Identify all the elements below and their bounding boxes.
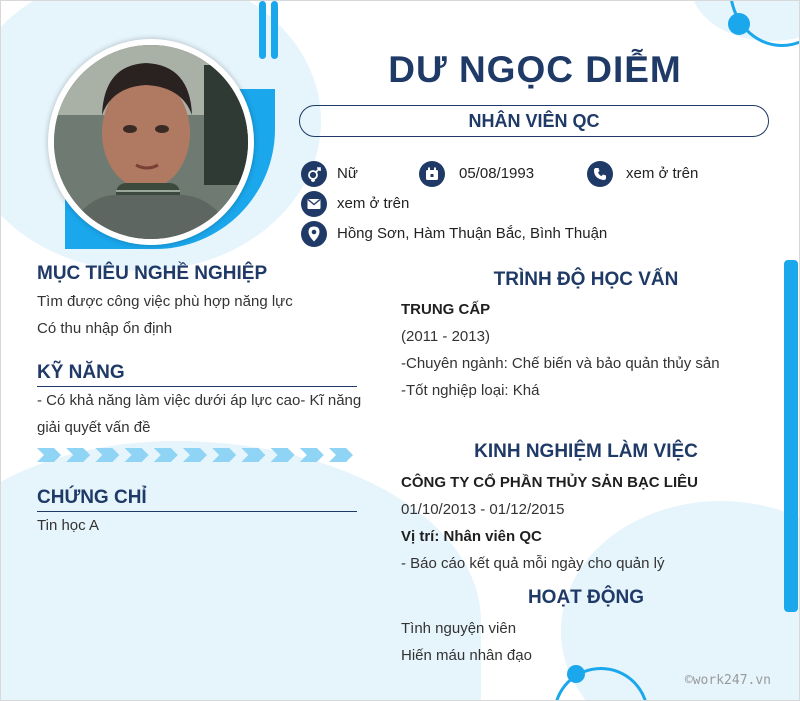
skill-level-chevron <box>154 448 178 462</box>
email-value: xem ở trên <box>337 195 410 212</box>
activity-item: Tình nguyện viên <box>401 620 517 637</box>
birthdate-value: 05/08/1993 <box>459 165 535 182</box>
avatar <box>54 45 248 239</box>
skills-line: giải quyết vấn đề <box>37 419 151 436</box>
skill-level-chevron <box>241 448 265 462</box>
location-icon <box>301 221 327 247</box>
accent-bar-top-2 <box>271 1 278 59</box>
skills-divider <box>37 386 357 387</box>
experience-duty: - Báo cáo kết quả mỗi ngày cho quản lý <box>401 555 665 572</box>
objective-line: Có thu nhập ổn định <box>37 320 173 337</box>
skill-level-chevron <box>329 448 353 462</box>
position-title: NHÂN VIÊN QC <box>299 105 769 137</box>
education-grade: -Tốt nghiệp loại: Khá <box>401 382 540 399</box>
skill-level-chevron <box>125 448 149 462</box>
accent-bar-top-1 <box>259 1 266 59</box>
activity-item: Hiến máu nhân đạo <box>401 647 532 664</box>
certificates-title: CHỨNG CHỈ <box>37 487 147 508</box>
education-period: (2011 - 2013) <box>401 328 490 345</box>
skill-level-chevron <box>37 448 61 462</box>
skill-level-chevron <box>66 448 90 462</box>
experience-role: Vị trí: Nhân viên QC <box>401 528 542 545</box>
skill-level-chevron <box>183 448 207 462</box>
skill-level-chevron <box>300 448 324 462</box>
skill-level-chevron <box>212 448 236 462</box>
education-school: TRUNG CẤP <box>401 301 491 318</box>
objective-title: MỤC TIÊU NGHỀ NGHIỆP <box>37 263 268 284</box>
education-major: -Chuyên ngành: Chế biến và bảo quản thủy sản <box>401 355 720 372</box>
experience-title: KINH NGHIỆM LÀM VIỆC <box>474 441 698 462</box>
activities-title: HOẠT ĐỘNG <box>527 587 645 608</box>
objective-line: Tìm được công việc phù hợp năng lực <box>37 293 293 310</box>
skills-title: KỸ NĂNG <box>37 362 125 383</box>
phone-value: xem ở trên <box>626 165 699 182</box>
dot-bottom-right <box>567 665 585 683</box>
gender-icon <box>301 161 327 187</box>
education-title: TRÌNH ĐỘ HỌC VẤN <box>493 269 679 290</box>
skills-line: - Có khả năng làm việc dưới áp lực cao- Kĩ năng <box>37 392 362 409</box>
certificate-item: Tin học A <box>37 517 99 534</box>
skill-level-chevron <box>271 448 295 462</box>
watermark: ©work247.vn <box>684 673 771 688</box>
certificates-divider <box>37 511 357 512</box>
phone-icon <box>587 161 613 187</box>
email-icon <box>301 191 327 217</box>
calendar-icon <box>419 161 445 187</box>
skill-level-chevron <box>95 448 119 462</box>
dot-top-right <box>728 13 750 35</box>
experience-company: CÔNG TY CỔ PHẦN THỦY SẢN BẠC LIÊU <box>401 474 698 491</box>
skill-level-indicator <box>37 447 357 463</box>
address-value: Hồng Sơn, Hàm Thuận Bắc, Bình Thuận <box>337 225 608 242</box>
accent-bar-right <box>784 260 798 612</box>
candidate-name: DƯ NGỌC DIỄM <box>388 49 682 90</box>
gender-value: Nữ <box>337 165 358 182</box>
experience-period: 01/10/2013 - 01/12/2015 <box>401 501 565 518</box>
